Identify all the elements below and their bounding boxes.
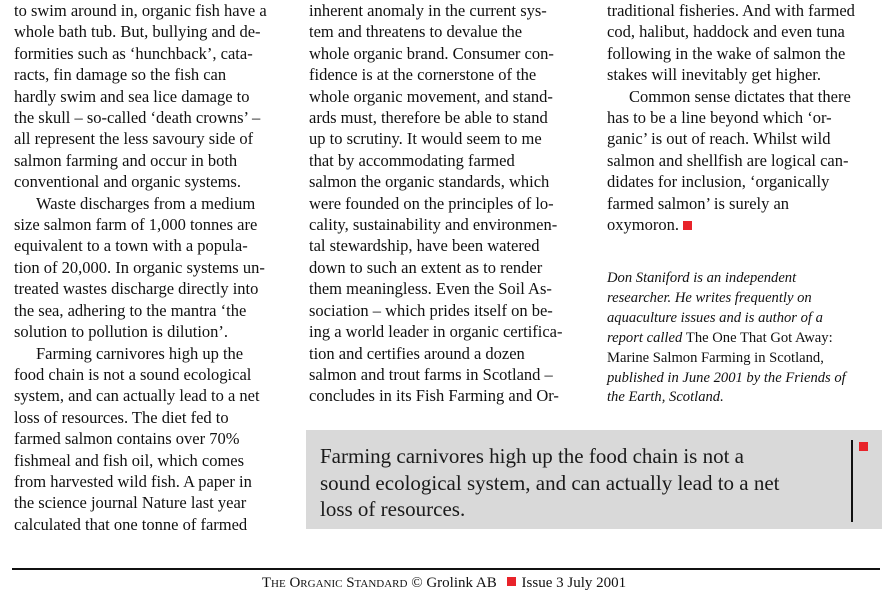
article-line: inherent anomaly in the current sys- — [309, 1, 547, 20]
article-line: down to such an extent as to render — [309, 257, 543, 277]
article-line: farmed salmon’ is surely an — [607, 193, 790, 213]
article-line: following in the wake of salmon the — [607, 43, 846, 63]
article-line: the skull – so-called ‘death crowns’ – — [14, 108, 261, 128]
article-line: didates for inclusion, ‘organically — [607, 172, 830, 192]
author-bio-line: aquaculture issues and is author of a — [607, 309, 823, 326]
article-line: ards must, therefore be able to stand — [309, 108, 548, 128]
article-line: cod, halibut, haddock and even tuna — [607, 22, 845, 42]
article-line: them meaningless. Even the Soil As- — [309, 279, 552, 299]
article-line: formities such as ‘hunchback’, cata- — [14, 43, 253, 63]
article-column-3 — [607, 0, 882, 235]
article-line: treated wastes discharge directly into — [14, 279, 259, 299]
article-line: loss of resources. The diet fed to — [14, 407, 229, 427]
article-line: farmed salmon contains over 70% — [14, 429, 240, 449]
article-line: Common sense dictates that there — [629, 86, 851, 106]
article-line: solution to pollution is dilution’. — [14, 322, 229, 342]
author-bio-line — [607, 329, 882, 349]
pull-quote-line: Farming carnivores high up the food chain is not a — [320, 444, 744, 468]
article-line: whole bath tub. But, bullying and de- — [14, 22, 261, 42]
red-square-icon — [859, 442, 868, 451]
article-line: conventional and organic systems. — [14, 172, 241, 192]
article-column-2 — [309, 0, 594, 407]
report-title: The One That Got Away: — [685, 329, 833, 346]
article-line: salmon and shellfish are logical can- — [607, 150, 849, 170]
pull-quote — [306, 430, 882, 529]
red-square-icon — [507, 577, 516, 586]
article-line: to swim around in, organic fish have a — [14, 1, 267, 20]
article-line: whole organic movement, and stand- — [309, 86, 553, 106]
article-line: Farming carnivores high up the — [36, 343, 244, 363]
article-line: the sea, adhering to the mantra ‘the — [14, 300, 247, 320]
publication-name: The Organic Standard — [261, 575, 408, 591]
article-line: up to scrutiny. It would seem to me — [309, 129, 542, 149]
article-line: Waste discharges from a medium — [36, 193, 256, 213]
article-line: hardly swim and sea lice damage to — [14, 86, 250, 106]
article-line: calculated that one tonne of farmed — [14, 514, 248, 534]
article-line: size salmon farm of 1,000 tonnes are — [14, 215, 258, 235]
issue-text: Issue 3 July 2001 — [521, 575, 627, 591]
article-line: racts, fin damage so the fish can — [14, 65, 227, 85]
article-line: were founded on the principles of lo- — [309, 193, 554, 213]
article-line: has to be a line beyond which ‘or- — [607, 108, 832, 128]
article-line: that by accommodating farmed — [309, 150, 515, 170]
pull-quote-line: sound ecological system, and can actually lead to a net — [320, 470, 780, 495]
article-line: system, and can actually lead to a net — [14, 386, 260, 406]
footer-divider — [12, 568, 880, 570]
article-line: tal stewardship, have been watered — [309, 236, 540, 256]
author-bio-line: researcher. He writes frequently on — [607, 289, 812, 306]
article-line: cality, sustainability and environmen- — [309, 215, 558, 235]
article-line: salmon the organic standards, which — [309, 172, 550, 192]
article-line: salmon farming and occur in both — [14, 150, 238, 170]
article-line: the science journal Nature last year — [14, 493, 247, 513]
pull-quote-rule — [851, 440, 853, 522]
author-bio-text: report called — [607, 329, 686, 346]
article-line: equivalent to a town with a popula- — [14, 236, 248, 256]
article-line: all represent the less savoury side of — [14, 129, 254, 149]
end-of-article-icon — [683, 221, 692, 230]
article-line-text: oxymoron. — [607, 215, 679, 235]
article-line: ganic’ is out of reach. Whilst wild — [607, 129, 831, 149]
author-bio-line: the Earth, Scotland. — [607, 389, 724, 406]
author-bio-line: published in June 2001 by the Friends of — [607, 369, 846, 386]
article-column-1 — [14, 0, 299, 535]
article-line: tion of 20,000. In organic systems un- — [14, 257, 265, 277]
article-line — [607, 214, 882, 235]
article-line: stakes will inevitably get higher. — [607, 65, 822, 85]
author-bio-line: Don Staniford is an independent — [607, 270, 797, 286]
report-title-continued: Marine Salmon Farming in Scotland, — [607, 349, 824, 366]
pull-quote-text — [320, 443, 780, 523]
page-footer — [0, 573, 888, 593]
author-bio — [607, 269, 882, 408]
article-line: tem and threatens to devalue the — [309, 22, 523, 42]
article-line: from harvested wild fish. A paper in — [14, 471, 252, 491]
copyright-text: © Grolink AB — [411, 575, 497, 591]
article-line: food chain is not a sound ecological — [14, 364, 252, 384]
article-line: sociation – which prides itself on be- — [309, 300, 553, 320]
article-line: traditional fisheries. And with farmed — [607, 1, 855, 20]
article-line: ing a world leader in organic certifica- — [309, 322, 563, 342]
article-line: tion and certifies around a dozen — [309, 343, 525, 363]
article-line: salmon and trout farms in Scotland – — [309, 364, 553, 384]
pull-quote-line: loss of resources. — [320, 497, 466, 521]
article-line: concludes in its Fish Farming and Or- — [309, 386, 559, 406]
article-line: fishmeal and fish oil, which comes — [14, 450, 245, 470]
article-line: whole organic brand. Consumer con- — [309, 43, 554, 63]
article-line: fidence is at the cornerstone of the — [309, 65, 537, 85]
